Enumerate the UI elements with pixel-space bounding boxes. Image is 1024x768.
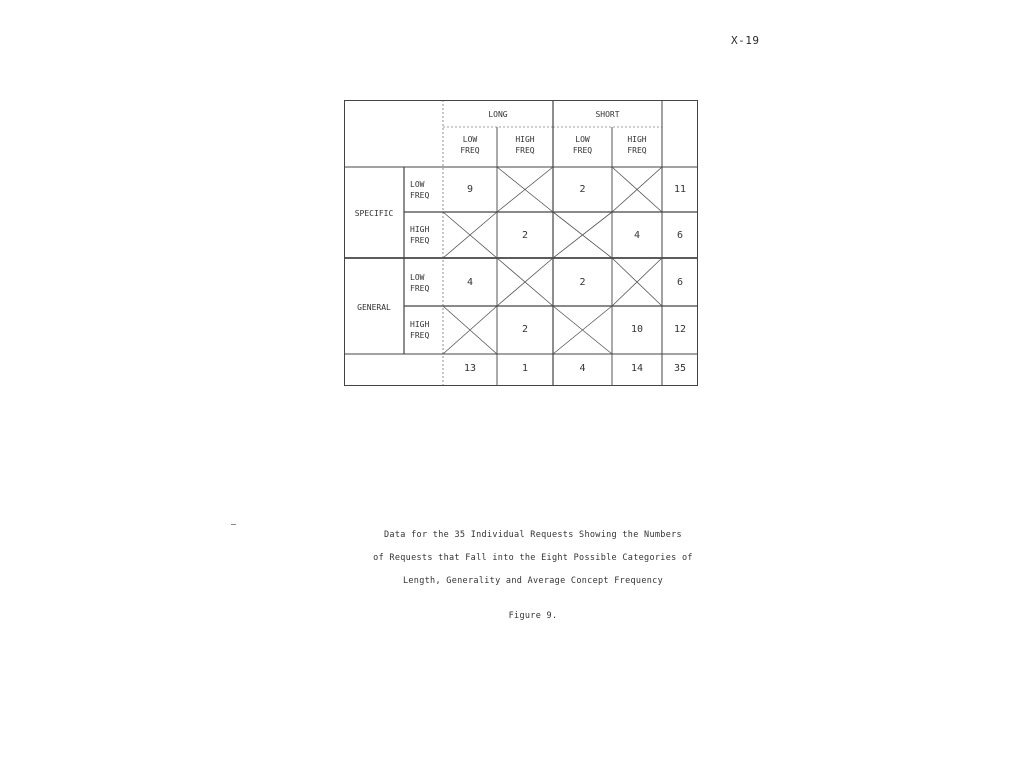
row-total-3: 6 [676, 277, 684, 288]
col-total-3: 4 [579, 363, 586, 374]
cell-r2-c4: 4 [633, 230, 641, 241]
cell-r4-c4: 10 [630, 324, 644, 335]
cell-r1-c3: 2 [579, 184, 586, 195]
caption-line-3: Length, Generality and Average Concept Frequency [402, 576, 664, 586]
col-total-2: 1 [521, 363, 529, 374]
caption-line-1: Data for the 35 Individual Requests Showing the Numbers [384, 530, 682, 540]
row-group-general: GENERAL [357, 303, 391, 312]
cell-r2-c2: 2 [521, 230, 529, 241]
col-group-long: LONG [488, 110, 508, 119]
cell-r3-c3: 2 [579, 277, 586, 288]
row-subheader-specific-low: LOW FREQ [410, 180, 430, 200]
cell-r1-c1: 9 [466, 184, 474, 195]
caption-line-2: of Requests that Fall into the Eight Possible Categories of [373, 553, 693, 563]
col-subheader-short-low: LOW FREQ [572, 135, 593, 155]
row-group-specific: SPECIFIC [354, 209, 394, 218]
page-number: X-19 [731, 34, 760, 47]
cell-r4-c2: 2 [521, 324, 529, 335]
col-subheader-short-high: HIGH FREQ [627, 135, 647, 155]
row-total-4: 12 [673, 324, 687, 335]
col-total-1: 13 [463, 363, 477, 374]
cell-r3-c1: 4 [466, 277, 474, 288]
col-subheader-long-low: LOW FREQ [460, 135, 480, 155]
row-subheader-specific-high: HIGH FREQ [410, 225, 430, 245]
col-group-short: SHORT [595, 110, 620, 119]
col-subheader-long-high: HIGH FREQ [515, 135, 535, 155]
row-subheader-general-low: LOW FREQ [410, 273, 430, 293]
row-total-2: 6 [676, 230, 684, 241]
figure-label: Figure 9. [508, 611, 558, 621]
col-total-4: 14 [630, 363, 644, 374]
row-total-1: 11 [673, 184, 687, 195]
data-table [344, 100, 698, 386]
row-subheader-general-high: HIGH FREQ [410, 320, 430, 340]
grand-total: 35 [673, 363, 687, 374]
stray-mark [231, 524, 236, 525]
